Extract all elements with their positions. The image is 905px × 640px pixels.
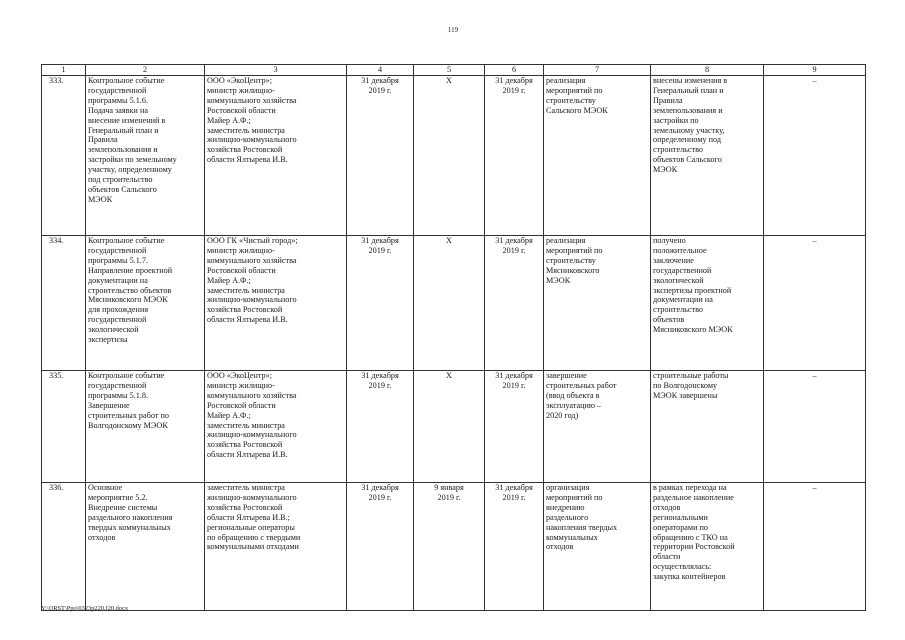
cell-line: коммунального хозяйства xyxy=(207,95,297,105)
actual-result-cell xyxy=(651,76,764,236)
cell-line: Мясниковского МЭОК xyxy=(88,295,168,305)
cell-line: определенному под xyxy=(653,135,722,145)
cell-line: 31 декабря xyxy=(495,76,533,85)
row-number: 333. xyxy=(42,76,86,236)
footer-file-path: Y:\ORST\Ppo\0323p220.f20.docx xyxy=(41,605,129,612)
cell-line: строительных работ по xyxy=(88,410,169,420)
cell-line: 2019 г. xyxy=(368,492,392,502)
cell-line: хозяйства Ростовской xyxy=(207,145,283,155)
cell-line: программы 5.1.8. xyxy=(88,390,148,400)
actual-start-cell xyxy=(414,371,485,483)
cell-line: жилищно-коммунального xyxy=(207,295,297,305)
cell-line: Мясниковского xyxy=(546,265,600,275)
cell-line: организация xyxy=(546,483,590,492)
cell-line: строительных работ xyxy=(546,380,617,390)
cell-line: государственной xyxy=(88,380,147,390)
cell-line: объектов Сальского xyxy=(88,184,157,194)
cell-line: МЭОК xyxy=(88,194,113,204)
cell-line: отходов xyxy=(653,502,681,512)
cell-line: Ростовской области xyxy=(207,105,276,115)
cell-line: строительство объектов xyxy=(88,285,172,295)
cell-line: хозяйства Ростовской xyxy=(207,440,283,450)
cell-line: 31 декабря xyxy=(361,483,399,492)
cell-line: завершение xyxy=(546,371,587,380)
responsible-cell xyxy=(205,483,347,611)
cell-line: 31 декабря xyxy=(361,371,399,380)
actual-result-cell xyxy=(651,371,764,483)
cell-line: территории Ростовской xyxy=(653,542,735,552)
row-number: 334. xyxy=(42,236,86,371)
cell-line: коммунального хозяйства xyxy=(207,255,297,265)
cell-line: 2019 г. xyxy=(502,245,526,255)
expected-result-cell xyxy=(544,483,651,611)
cell-line: Майер А.Ф.; xyxy=(207,410,251,420)
cell-line: заместитель министра xyxy=(207,125,285,135)
cell-line: участку, определенному xyxy=(88,165,172,175)
expected-result-cell xyxy=(544,371,651,483)
cell-line: 31 декабря xyxy=(361,236,399,245)
cell-line: по Волгодонскому xyxy=(653,380,718,390)
cell-line: в рамках перехода на xyxy=(653,483,727,492)
cell-line: внедрению xyxy=(546,502,585,512)
header-cell: 6 xyxy=(485,65,544,76)
cell-line: застройки по xyxy=(653,115,699,125)
planned-date-cell xyxy=(347,483,414,611)
row-number: 336. xyxy=(42,483,86,611)
cell-line: региональные операторы xyxy=(207,522,295,532)
cell-line: региональными xyxy=(653,512,708,522)
program-table xyxy=(41,64,866,611)
cell-line: Направление проектной xyxy=(88,265,173,275)
cell-line: Генеральный план и xyxy=(653,85,724,95)
cell-line: Майер А.Ф.; xyxy=(207,115,251,125)
row-number: 335. xyxy=(42,371,86,483)
cell-line: экспертизы xyxy=(88,335,128,345)
cell-line: осуществлялась: xyxy=(653,562,712,572)
cell-line: программы 5.1.7. xyxy=(88,255,148,265)
cell-line: жилищно-коммунального xyxy=(207,492,297,502)
page-number: 119 xyxy=(447,26,459,34)
cell-line: строительству xyxy=(546,255,596,265)
cell-line: для прохождения xyxy=(88,305,149,315)
cell-line: эксплуатацию – xyxy=(546,400,602,410)
cell-line: положительное xyxy=(653,245,707,255)
responsible-cell xyxy=(205,236,347,371)
cell-line: 2019 г. xyxy=(502,492,526,502)
cell-line: Майер А.Ф.; xyxy=(207,275,251,285)
cell-line: по обращению с твердыми xyxy=(207,532,301,542)
cell-line: Контрольное событие xyxy=(88,371,165,380)
cell-line: МЭОК завершены xyxy=(653,390,718,400)
cell-line: области Ялтырева И.В. xyxy=(207,315,288,325)
cell-line: реализация xyxy=(546,76,586,85)
planned-date-cell xyxy=(347,371,414,483)
cell-line: твердых коммунальных xyxy=(88,522,171,532)
cell-line: мероприятий по xyxy=(546,245,603,255)
cell-line: Правила xyxy=(653,95,683,105)
cell-line: хозяйства Ростовской xyxy=(207,305,283,315)
cell-line: Внедрение системы xyxy=(88,502,158,512)
cell-line: Х xyxy=(446,371,452,380)
header-cell: 5 xyxy=(414,65,485,76)
actual-end-cell xyxy=(485,371,544,483)
planned-date-cell xyxy=(347,76,414,236)
cell-line: под строительство xyxy=(88,175,153,185)
table-row xyxy=(42,76,866,236)
header-row xyxy=(42,65,866,76)
cell-line: Контрольное событие xyxy=(88,236,165,245)
cell-line: 2019 г. xyxy=(502,85,526,95)
cell-line: 2019 г. xyxy=(502,380,526,390)
cell-line: области Ялтырева И.В. xyxy=(207,155,288,165)
cell-line: Подача заявки на xyxy=(88,105,148,115)
cell-line: Мясниковского МЭОК xyxy=(653,325,733,335)
cell-line: заместитель министра xyxy=(207,285,285,295)
expected-result-cell xyxy=(544,236,651,371)
cell-line: строительству xyxy=(546,95,596,105)
table-row xyxy=(42,483,866,611)
header-cell: 2 xyxy=(86,65,205,76)
header-cell: 4 xyxy=(347,65,414,76)
cell-line: земельному участку, xyxy=(653,125,725,135)
cell-line: раздельного xyxy=(546,512,589,522)
cell-line: 31 декабря xyxy=(495,371,533,380)
cell-line: мероприятие 5.2. xyxy=(88,492,148,502)
cell-line: государственной xyxy=(88,85,147,95)
header-cell: 3 xyxy=(205,65,347,76)
cell-line: 9 января xyxy=(434,483,464,492)
cell-line: обращению с ТКО на xyxy=(653,532,728,542)
cell-line: объектов Сальского xyxy=(653,155,722,165)
cell-line: коммунальных xyxy=(546,532,598,542)
event-cell xyxy=(86,76,205,236)
responsible-cell xyxy=(205,371,347,483)
cell-line: мероприятий по xyxy=(546,85,603,95)
cell-line: Генеральный план и xyxy=(88,125,159,135)
actual-end-cell xyxy=(485,76,544,236)
cell-line: 31 декабря xyxy=(495,236,533,245)
cell-line: 2019 г. xyxy=(368,380,392,390)
cell-line: 31 декабря xyxy=(495,483,533,492)
planned-date-cell xyxy=(347,236,414,371)
cell-line: Основное xyxy=(88,483,123,492)
cell-line: Правила xyxy=(88,135,118,145)
cell-line: ООО «ЭкоЦентр»; xyxy=(207,76,273,85)
cell-line: программы 5.1.6. xyxy=(88,95,148,105)
cell-line: землепользования и xyxy=(88,145,158,155)
actual-start-cell xyxy=(414,483,485,611)
cell-line: экспертизы проектной xyxy=(653,285,732,295)
cell-line: внесение изменений в xyxy=(88,115,166,125)
notes-cell: – xyxy=(764,76,866,236)
cell-line: области Ялтырева И.В.; xyxy=(207,512,290,522)
notes-cell: – xyxy=(764,483,866,611)
cell-line: МЭОК xyxy=(653,165,678,175)
cell-line: экологической xyxy=(653,275,704,285)
cell-line: ООО ГК «Чистый город»; xyxy=(207,236,298,245)
cell-line: 2019 г. xyxy=(368,85,392,95)
cell-line: застройки по земельному xyxy=(88,155,177,165)
notes-cell: – xyxy=(764,371,866,483)
cell-line: Ростовской области xyxy=(207,265,276,275)
cell-line: министр жилищно- xyxy=(207,245,275,255)
actual-start-cell xyxy=(414,236,485,371)
cell-line: Ростовской области xyxy=(207,400,276,410)
actual-result-cell xyxy=(651,483,764,611)
header-cell: 8 xyxy=(651,65,764,76)
cell-line: (ввод объекта в xyxy=(546,390,600,400)
cell-line: министр жилищно- xyxy=(207,380,275,390)
cell-line: экологической xyxy=(88,325,139,335)
cell-line: ООО «ЭкоЦентр»; xyxy=(207,371,273,380)
cell-line: Х xyxy=(446,236,452,245)
cell-line: отходов xyxy=(546,542,574,552)
cell-line: 2019 г. xyxy=(368,245,392,255)
cell-line: отходов xyxy=(88,532,116,542)
cell-line: министр жилищно- xyxy=(207,85,275,95)
cell-line: 2019 г. xyxy=(437,492,461,502)
cell-line: документации на xyxy=(88,275,148,285)
cell-line: коммунального хозяйства xyxy=(207,390,297,400)
cell-line: получено xyxy=(653,236,686,245)
cell-line: коммунальными отходами xyxy=(207,542,299,552)
cell-line: жилищно-коммунального xyxy=(207,135,297,145)
cell-line: накопления твердых xyxy=(546,522,618,532)
event-cell xyxy=(86,483,205,611)
cell-line: строительство xyxy=(653,305,704,315)
table-row xyxy=(42,236,866,371)
expected-result-cell xyxy=(544,76,651,236)
cell-line: внесены изменения в xyxy=(653,76,728,85)
cell-line: области Ялтырева И.В. xyxy=(207,450,288,460)
cell-line: Завершение xyxy=(88,400,130,410)
cell-line: хозяйства Ростовской xyxy=(207,502,283,512)
cell-line: строительные работы xyxy=(653,371,729,380)
cell-line: заключение xyxy=(653,255,694,265)
cell-line: жилищно-коммунального xyxy=(207,430,297,440)
cell-line: 2020 год) xyxy=(546,410,579,420)
cell-line: закупка контейнеров xyxy=(653,572,726,582)
cell-line: документации на xyxy=(653,295,713,305)
cell-line: государственной xyxy=(653,265,712,275)
cell-line: операторами по xyxy=(653,522,709,532)
cell-line: Х xyxy=(446,76,452,85)
cell-line: раздельное накопление xyxy=(653,492,734,502)
cell-line: раздельного накопления xyxy=(88,512,173,522)
cell-line: мероприятий по xyxy=(546,492,603,502)
cell-line: МЭОК xyxy=(546,275,571,285)
cell-line: Контрольное событие xyxy=(88,76,165,85)
actual-end-cell xyxy=(485,236,544,371)
event-cell xyxy=(86,371,205,483)
cell-line: 31 декабря xyxy=(361,76,399,85)
header-cell: 9 xyxy=(764,65,866,76)
actual-start-cell xyxy=(414,76,485,236)
event-cell xyxy=(86,236,205,371)
cell-line: области xyxy=(653,552,681,562)
responsible-cell xyxy=(205,76,347,236)
cell-line: государственной xyxy=(88,315,147,325)
cell-line: объектов xyxy=(653,315,685,325)
cell-line: заместитель министра xyxy=(207,420,285,430)
cell-line: государственной xyxy=(88,245,147,255)
notes-cell: – xyxy=(764,236,866,371)
cell-line: строительство xyxy=(653,145,704,155)
cell-line: Волгодонскому МЭОК xyxy=(88,420,168,430)
cell-line: заместитель министра xyxy=(207,483,285,492)
header-cell: 7 xyxy=(544,65,651,76)
cell-line: Сальского МЭОК xyxy=(546,105,608,115)
actual-result-cell xyxy=(651,236,764,371)
cell-line: реализация xyxy=(546,236,586,245)
table-row xyxy=(42,371,866,483)
actual-end-cell xyxy=(485,483,544,611)
cell-line: землепользования и xyxy=(653,105,723,115)
header-cell: 1 xyxy=(42,65,86,76)
